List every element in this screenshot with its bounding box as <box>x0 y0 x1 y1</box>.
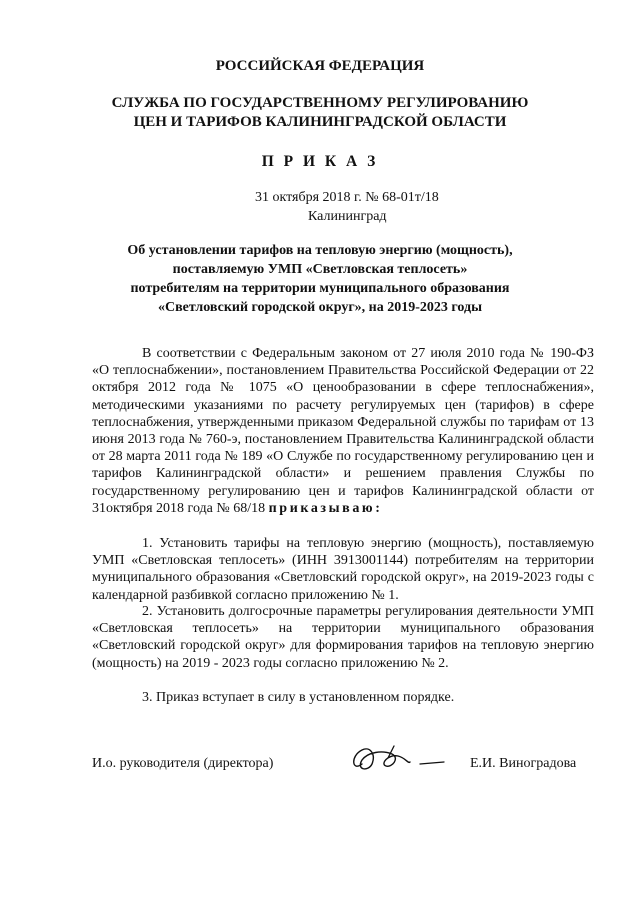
agency-heading <box>0 94 640 132</box>
agency-heading-line-2: ЦЕН И ТАРИФОВ КАЛИНИНГРАДСКОЙ ОБЛАСТИ <box>133 114 507 130</box>
order-subject <box>0 241 640 317</box>
subject-line-4: «Светловский городской округ», на 2019-2023 годы <box>157 300 483 315</box>
city: Калининград <box>308 209 387 224</box>
document-type-heading: П Р И К А З <box>261 153 379 170</box>
subject-line-3: потребителям на территории муниципального образования <box>130 281 510 296</box>
date-and-place <box>255 188 439 226</box>
signatory-position: И.о. руководителя (директора) <box>92 756 274 771</box>
item-2-text: 2. Установить долгосрочные параметры регулирования деятельности УМП «Светловская теплосеть» на территории муниципального образования «Светловский городской округ» для формирования тарифов на тепловую энергию (мощность) на 2019 - 2023 годы согласно приложению № 2. <box>92 604 594 671</box>
date-number: 31 октября 2018 г. № 68-01т/18 <box>255 190 439 205</box>
item-1-paragraph <box>92 535 594 604</box>
preamble-text: В соответствии с Федеральным законом от 27 июля 2010 года № 190-ФЗ «О теплоснабжении», постановлением Правительства Российской Федерации от 22 октября 2012 года № 1075 «О ценообразовании в сфере теплоснабжения», методическими указаниями по расчету регулируемых цен (тарифов) в сфере теплоснабжения, утвержденными приказом Федеральной службы по тарифам от 13 июня 2013 года № 760-э, постановлением Правительства Калининградской области от 28 марта 2011 года № 189 «О Службе по государственному регулированию цен и тарифов Калининградской области» и решением правления Службы по государственному регулированию цен и тарифов Калининградской области от 31октября 2018 года № 68/18 <box>92 346 594 516</box>
preamble-paragraph <box>92 345 594 517</box>
subject-line-2: поставляемую УМП «Светловская теплосеть» <box>172 262 468 277</box>
item-1-text: 1. Установить тарифы на тепловую энергию (мощность), поставляемую УМП «Светловская теплосеть» (ИНН 3913001144) потребителям на территории муниципального образования «Светловский городской округ», на 2019-2023 годы с календарной разбивкой согласно приложению № 1. <box>92 536 594 603</box>
country-heading: РОССИЙСКАЯ ФЕДЕРАЦИЯ <box>215 58 425 74</box>
order-word: приказываю: <box>268 500 383 516</box>
subject-line-1: Об установлении тарифов на тепловую энергию (мощность), <box>127 243 513 258</box>
signatory-name: Е.И. Виноградова <box>470 756 577 771</box>
item-3-paragraph <box>92 689 594 706</box>
item-2-paragraph <box>92 603 594 672</box>
agency-heading-line-1: СЛУЖБА ПО ГОСУДАРСТВЕННОМУ РЕГУЛИРОВАНИЮ <box>111 95 529 111</box>
handwritten-signature <box>348 742 448 778</box>
item-3-text: 3. Приказ вступает в силу в установленном порядке. <box>142 690 455 705</box>
